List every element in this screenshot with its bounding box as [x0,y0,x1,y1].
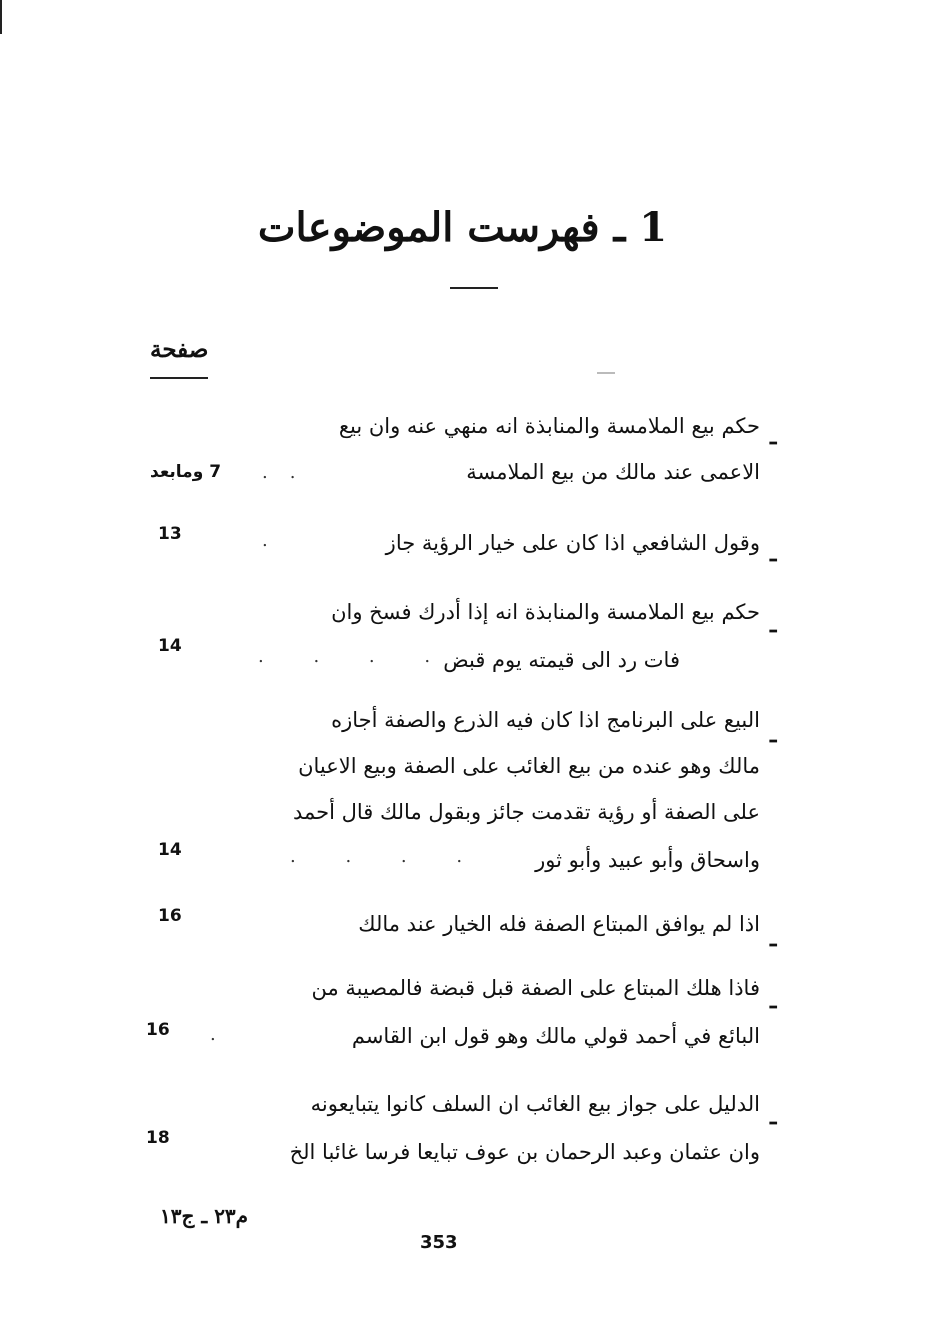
title-underline [450,287,498,289]
entry-line: مالك وهو عنده من بيع الغائب على الصفة وبيع الاعيان [298,754,760,778]
entry-line: حكم بيع الملامسة والمنابذة انه إذا أدرك فسخ وان [331,600,760,624]
entry-line: اذا لم يوافق المبتاع الصفة فله الخيار عند مالك [358,912,760,936]
page-number: 7 ومابعد [150,462,222,482]
page-number: 16 [158,906,182,926]
entry-line: فات رد الى قيمته يوم قبض [443,648,680,672]
page-title: 1 ـ فهرست الموضوعات [257,204,668,251]
entry-dash: ـ [770,926,777,952]
page-folio-number: 353 [420,1232,458,1253]
entry-line: فاذا هلك المبتاع على الصفة قبل قبضة فالمصيبة من [311,976,760,1000]
leader-dots: . [262,530,290,551]
signature-mark: م٢٣ ـ ج١٣ [160,1204,249,1228]
page-number: 16 [146,1020,170,1040]
entry-line: حكم بيع الملامسة والمنابذة انه منهي عنه وان بيع [338,414,760,438]
page-number: 14 [158,840,182,860]
leader-dots: . [210,1024,238,1045]
entry-dash: ـ [770,612,777,638]
entry-line: الاعمى عند مالك من بيع الملامسة [466,460,760,484]
entry-line: على الصفة أو رؤية تقدمت جائز وبقول مالك قال أحمد [292,800,760,824]
entry-line: البيع على البرنامج اذا كان فيه الذرع والصفة أجازه [331,708,760,732]
leader-dots: . . . . [290,846,485,867]
entry-dash: ـ [770,988,777,1014]
entry-dash: ـ [770,424,777,450]
entry-line: الدليل على جواز بيع الغائب ان السلف كانوا يتبايعونه [310,1092,760,1116]
edge-scan-mark [0,0,2,34]
page-number: 13 [158,524,182,544]
page-column-label: صفحة [150,336,209,363]
scan-speck [597,372,615,374]
leader-dots: .. [262,462,318,483]
entry-line: وان عثمان وعبد الرحمان بن عوف تبايعا فرسا غائبا الخ [289,1140,760,1164]
page-number: 18 [146,1128,170,1148]
entry-line: وقول الشافعي اذا كان على خيار الرؤية جاز [385,531,760,555]
entry-dash: ـ [770,1104,777,1130]
leader-dots: . . . . . [258,646,508,667]
entry-line: البائع في أحمد قولي مالك وهو قول ابن القاسم [351,1024,760,1048]
page-column-label-underline [150,377,208,379]
entry-dash: ـ [770,722,777,748]
entry-line: واسحاق وأبو عبيد وأبو ثور [535,848,760,872]
entry-dash: ـ [770,541,777,567]
page-number: 14 [158,636,182,656]
